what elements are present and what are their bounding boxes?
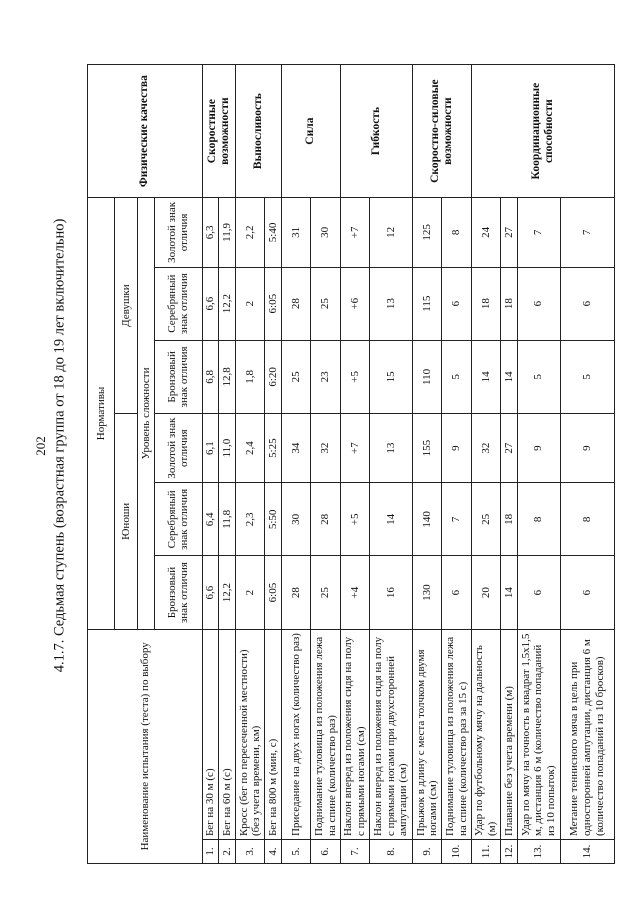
test-name: Плавание без учета времени (м) — [501, 629, 518, 839]
boys-silver-value: 18 — [501, 483, 518, 556]
boys-gold-value: 32 — [471, 414, 500, 483]
boys-bronze-value: 20 — [471, 556, 500, 629]
quality-strength: Сила — [282, 65, 341, 198]
girls-silver-value: 6:05 — [265, 267, 282, 340]
boys-silver-value: 2,3 — [235, 483, 264, 556]
boys-gold-value: 9 — [560, 414, 614, 483]
girls-gold-value: 8 — [442, 198, 471, 267]
girls-bronze-value: 25 — [282, 340, 311, 413]
boys-silver-value: 30 — [282, 483, 311, 556]
row-number: 4. — [265, 840, 282, 864]
header-girls-bronze: Бронзовый знак отличия — [154, 340, 202, 413]
girls-gold-value: 11,9 — [219, 198, 236, 267]
boys-bronze-value: 12,2 — [219, 556, 236, 629]
boys-silver-value: 8 — [560, 483, 614, 556]
boys-silver-value: 6,4 — [202, 483, 219, 556]
header-boys: Юноши — [115, 414, 138, 630]
boys-gold-value: 13 — [370, 414, 413, 483]
boys-bronze-value: 2 — [235, 556, 264, 629]
girls-silver-value: 115 — [412, 267, 441, 340]
girls-gold-value: 7 — [517, 198, 560, 267]
row-number: 6. — [311, 840, 340, 864]
table-row — [235, 65, 264, 864]
girls-bronze-value: 5 — [517, 340, 560, 413]
girls-silver-value: 2 — [235, 267, 264, 340]
boys-silver-value: +5 — [340, 483, 369, 556]
quality-speed: Скоростные возможности — [202, 65, 235, 198]
test-name: Поднимание туловища из положения лежа на спине (количество раз) — [311, 629, 340, 839]
row-number: 9. — [412, 840, 441, 864]
boys-bronze-value: 28 — [282, 556, 311, 629]
row-number: 3. — [235, 840, 264, 864]
row-number: 13. — [517, 840, 560, 864]
boys-bronze-value: 130 — [412, 556, 441, 629]
boys-bronze-value: 16 — [370, 556, 413, 629]
girls-silver-value: 6,6 — [202, 267, 219, 340]
girls-silver-value: 6 — [442, 267, 471, 340]
header-norms: Нормативы — [88, 198, 115, 629]
row-number: 12. — [501, 840, 518, 864]
girls-silver-value: 18 — [501, 267, 518, 340]
header-girls-gold: Золотой знак отличия — [154, 198, 202, 267]
girls-gold-value: 6,3 — [202, 198, 219, 267]
girls-bronze-value: 110 — [412, 340, 441, 413]
boys-silver-value: 5:50 — [265, 483, 282, 556]
boys-bronze-value: 6:05 — [265, 556, 282, 629]
girls-bronze-value: 5 — [442, 340, 471, 413]
test-name: Наклон вперед из положения сидя на полу с прямыми ногами (см) — [340, 629, 369, 839]
table-row — [340, 65, 369, 864]
girls-silver-value: 6 — [517, 267, 560, 340]
table-heading: 4.1.7. Седьмая ступень (возрастная группа от 18 до 19 лет включительно) — [51, 218, 68, 673]
row-number: 14. — [560, 840, 614, 864]
boys-gold-value: 9 — [517, 414, 560, 483]
header-girls-silver: Серебряный знак отличия — [154, 267, 202, 340]
girls-silver-value: 6 — [560, 267, 614, 340]
header-boys-bronze: Бронзовый знак отличия — [154, 556, 202, 629]
boys-bronze-value: 6 — [560, 556, 614, 629]
girls-bronze-value: +5 — [340, 340, 369, 413]
girls-gold-value: 7 — [560, 198, 614, 267]
standards-table-container — [87, 64, 615, 864]
test-name: Приседание на двух ногах (количество раз) — [282, 629, 311, 839]
test-name: Метание теннисного мяча в цель при односторонней ампутации, дистанция 6 м (количество попаданий из 10 бросков) — [560, 629, 614, 839]
girls-gold-value: +7 — [340, 198, 369, 267]
test-name: Бег на 60 м (с) — [219, 629, 236, 839]
row-number: 11. — [471, 840, 500, 864]
girls-gold-value: 12 — [370, 198, 413, 267]
girls-bronze-value: 12,8 — [219, 340, 236, 413]
boys-silver-value: 7 — [442, 483, 471, 556]
boys-bronze-value: 6 — [517, 556, 560, 629]
boys-gold-value: 2,4 — [235, 414, 264, 483]
girls-silver-value: 28 — [282, 267, 311, 340]
boys-bronze-value: +4 — [340, 556, 369, 629]
header-boys-silver: Серебряный знак отличия — [154, 483, 202, 556]
boys-gold-value: 34 — [282, 414, 311, 483]
girls-gold-value: 5:40 — [265, 198, 282, 267]
test-name: Кросс (бег по пересеченной местности) (без учета времени, км) — [235, 629, 264, 839]
girls-bronze-value: 6:20 — [265, 340, 282, 413]
table-row — [412, 65, 441, 864]
test-name: Бег на 800 м (мин, с) — [265, 629, 282, 839]
quality-coordination: Координационные способности — [471, 65, 614, 198]
girls-gold-value: 31 — [282, 198, 311, 267]
girls-silver-value: 25 — [311, 267, 340, 340]
girls-silver-value: +6 — [340, 267, 369, 340]
boys-bronze-value: 6 — [442, 556, 471, 629]
girls-bronze-value: 14 — [501, 340, 518, 413]
boys-bronze-value: 14 — [501, 556, 518, 629]
quality-speed-strength: Скоростно-силовые возможности — [412, 65, 471, 198]
test-name: Наклон вперед из положения сидя на полу с прямыми ногами при двухсторонней ампутации (см) — [370, 629, 413, 839]
header-test-name: Наименование испытания (теста) по выбору — [88, 629, 203, 863]
girls-bronze-value: 1,8 — [235, 340, 264, 413]
boys-silver-value: 11,8 — [219, 483, 236, 556]
test-name: Удар по футбольному мячу на дальность (м) — [471, 629, 500, 839]
boys-gold-value: 11,0 — [219, 414, 236, 483]
girls-gold-value: 24 — [471, 198, 500, 267]
girls-bronze-value: 23 — [311, 340, 340, 413]
header-qualities: Физические качества — [88, 65, 203, 198]
boys-silver-value: 14 — [370, 483, 413, 556]
table-row — [282, 65, 311, 864]
boys-gold-value: 27 — [501, 414, 518, 483]
girls-bronze-value: 14 — [471, 340, 500, 413]
girls-gold-value: 125 — [412, 198, 441, 267]
page-number: 202 — [33, 436, 48, 456]
table-row — [202, 65, 219, 864]
boys-gold-value: 155 — [412, 414, 441, 483]
row-number: 8. — [370, 840, 413, 864]
girls-gold-value: 30 — [311, 198, 340, 267]
test-name: Поднимание туловища из положения лежа на спине (количество раз за 15 с) — [442, 629, 471, 839]
test-name: Бег на 30 м (с) — [202, 629, 219, 839]
boys-gold-value: 32 — [311, 414, 340, 483]
boys-gold-value: +7 — [340, 414, 369, 483]
test-name: Удар по мячу на точность в квадрат 1,5х1,5 м, дистанция 6 м (количество попаданий из 10 попыток) — [517, 629, 560, 839]
boys-silver-value: 140 — [412, 483, 441, 556]
girls-gold-value: 2,2 — [235, 198, 264, 267]
quality-flexibility: Гибкость — [340, 65, 412, 198]
header-difficulty: Уровень сложности — [138, 198, 155, 629]
girls-bronze-value: 5 — [560, 340, 614, 413]
row-number: 2. — [219, 840, 236, 864]
girls-bronze-value: 15 — [370, 340, 413, 413]
test-name: Прыжок в длину с места толчком двумя ногами (см) — [412, 629, 441, 839]
boys-silver-value: 8 — [517, 483, 560, 556]
girls-silver-value: 12,2 — [219, 267, 236, 340]
boys-bronze-value: 25 — [311, 556, 340, 629]
row-number: 10. — [442, 840, 471, 864]
row-number: 5. — [282, 840, 311, 864]
header-boys-gold: Золотой знак отличия — [154, 414, 202, 483]
quality-endurance: Выносливость — [235, 65, 281, 198]
boys-gold-value: 9 — [442, 414, 471, 483]
table-row — [471, 65, 500, 864]
boys-gold-value: 5:25 — [265, 414, 282, 483]
boys-bronze-value: 6,6 — [202, 556, 219, 629]
girls-silver-value: 18 — [471, 267, 500, 340]
row-number: 1. — [202, 840, 219, 864]
boys-silver-value: 28 — [311, 483, 340, 556]
header-girls: Девушки — [115, 198, 138, 414]
boys-silver-value: 25 — [471, 483, 500, 556]
girls-gold-value: 27 — [501, 198, 518, 267]
row-number: 7. — [340, 840, 369, 864]
standards-table — [87, 64, 615, 864]
boys-gold-value: 6,1 — [202, 414, 219, 483]
girls-silver-value: 13 — [370, 267, 413, 340]
girls-bronze-value: 6,8 — [202, 340, 219, 413]
